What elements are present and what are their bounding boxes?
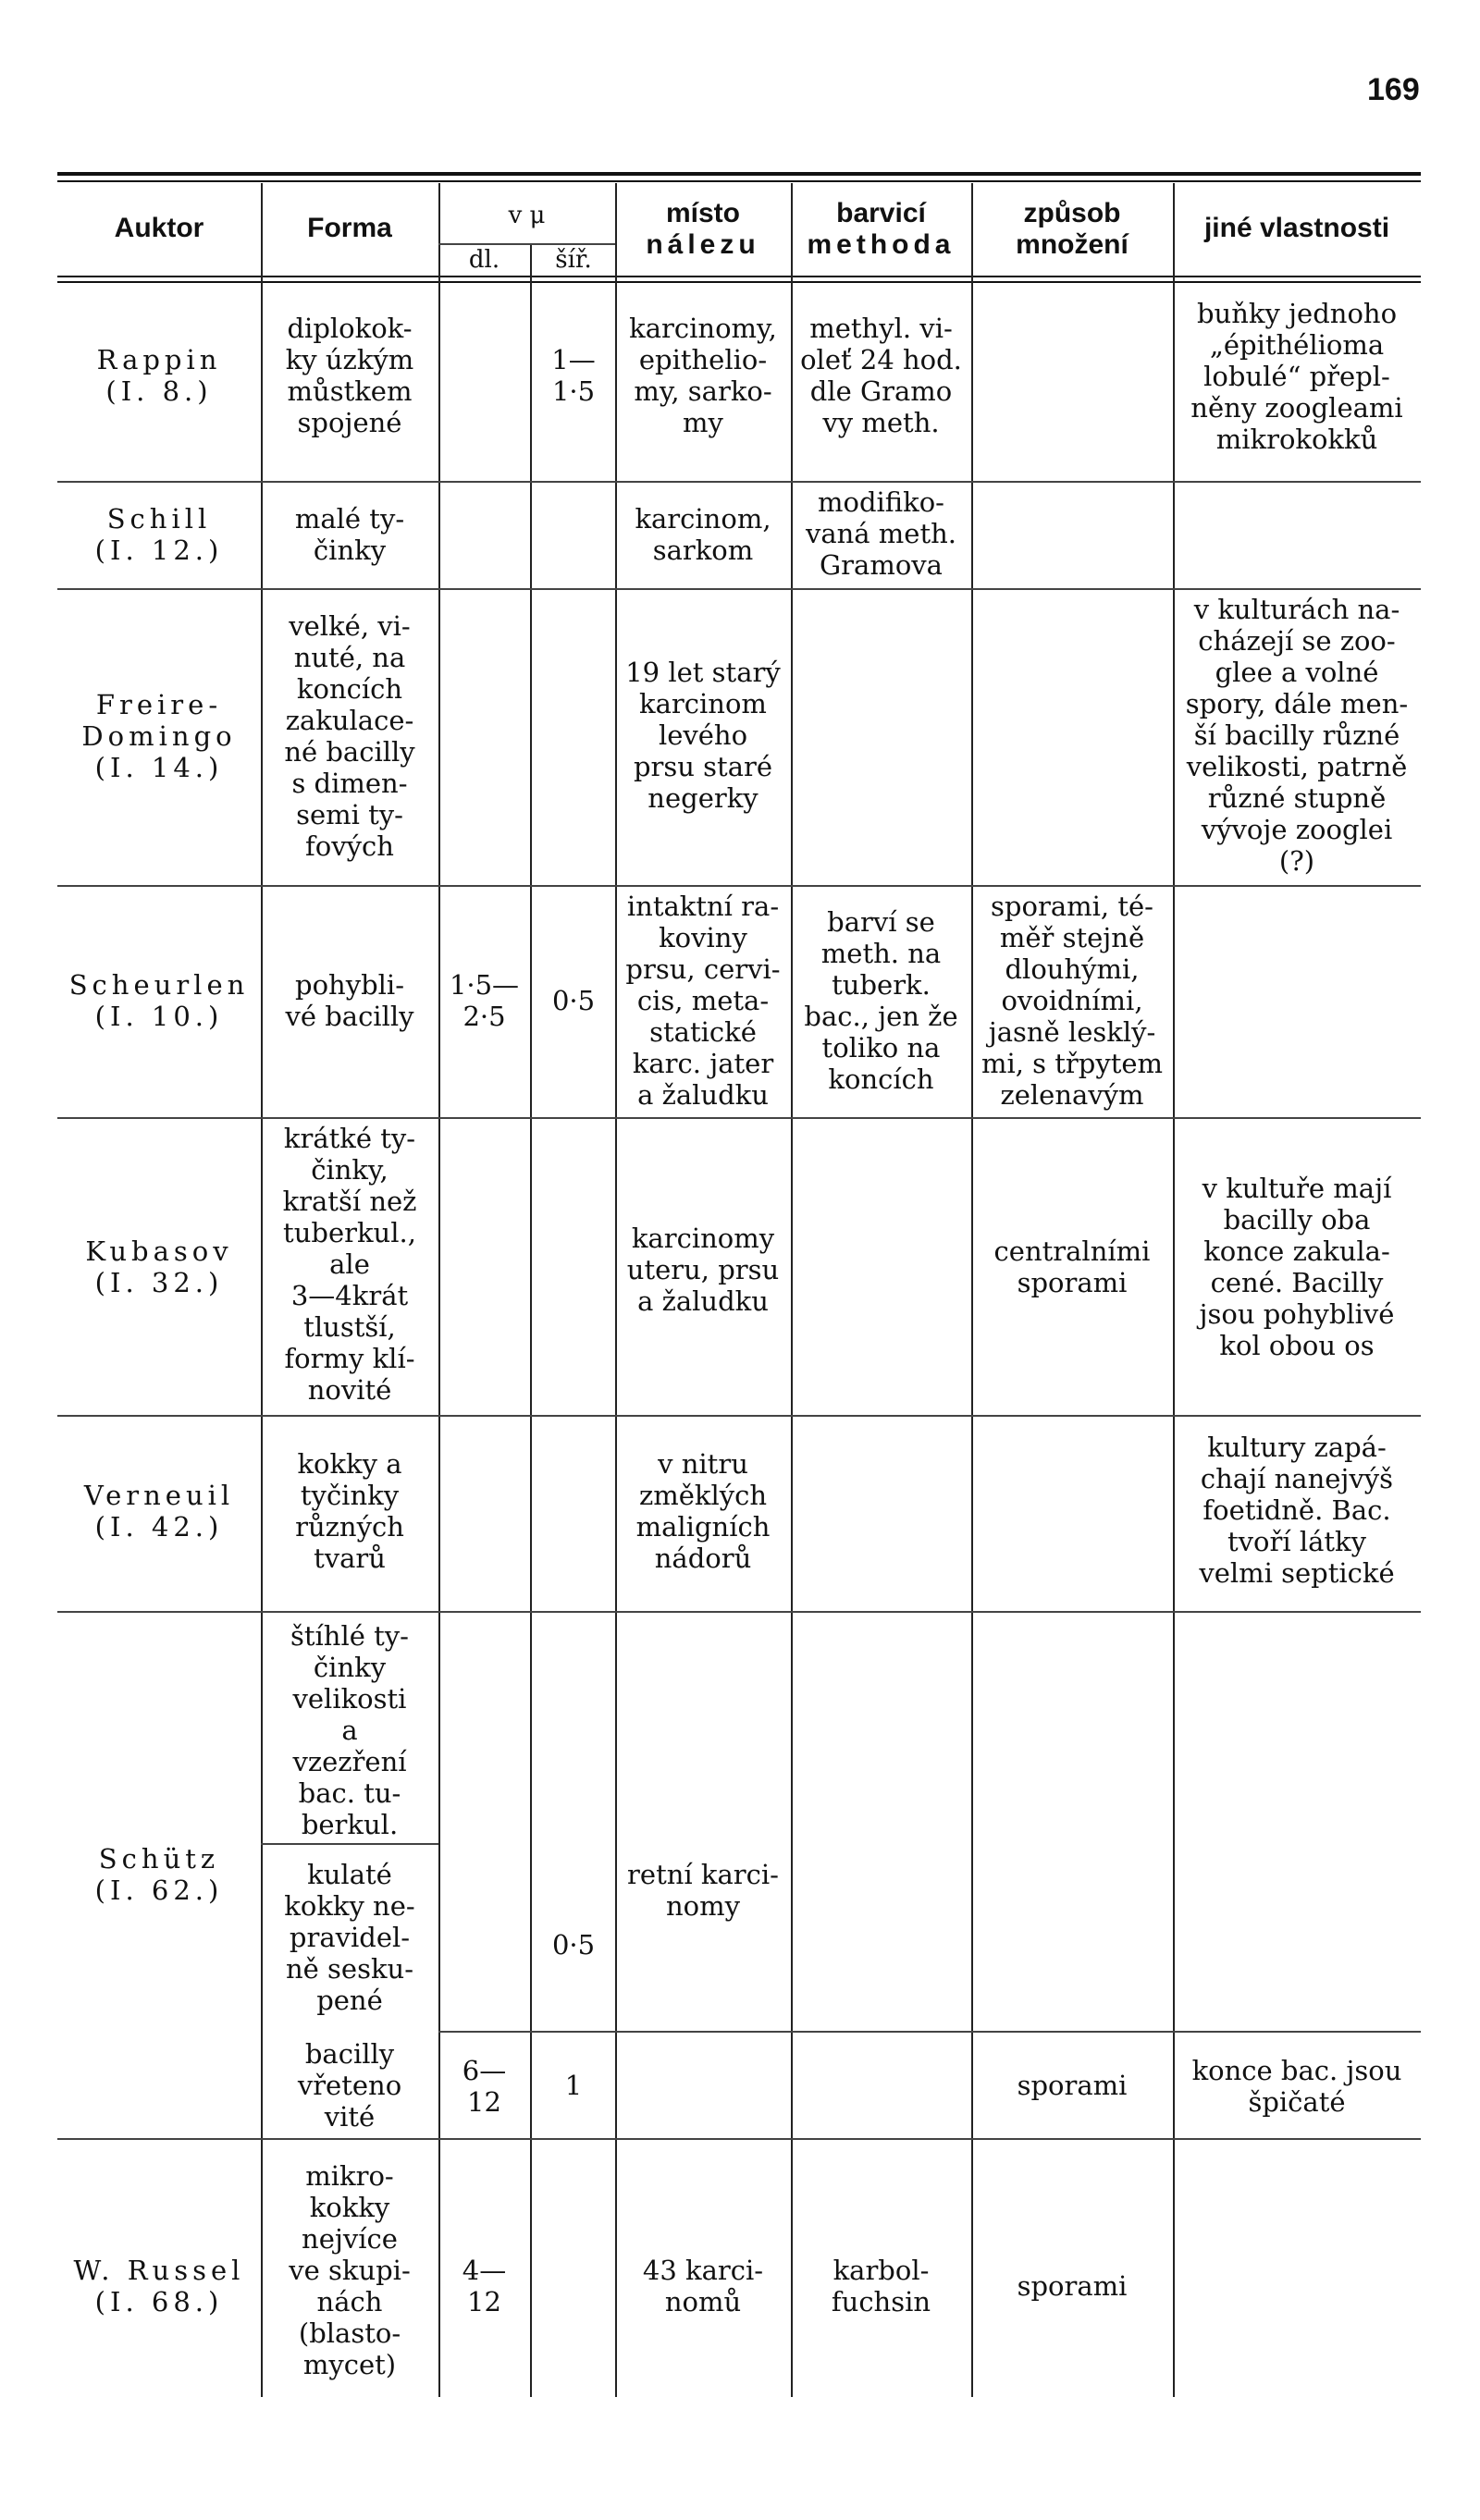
- cell-sir: 0·5: [551, 985, 596, 1016]
- row-separator: [57, 1415, 1421, 1417]
- row-separator: [57, 588, 1421, 590]
- cell-dl: 6— 12: [462, 2055, 507, 2118]
- cell-forma: velké, vi- nuté, na koncích zakulace- né bacilly s dimen- semi ty- fových: [284, 610, 415, 862]
- cell-sir: 1— 1·5: [551, 344, 596, 407]
- cell-forma: diplokok- ky úzkým můstkem spojené: [285, 313, 414, 438]
- cell-sir: 1: [564, 2070, 583, 2101]
- page-number: 169: [1367, 72, 1420, 107]
- cell-auktor: Freire- Domingo (I. 14.): [81, 689, 237, 783]
- header-misto-1: místo: [665, 198, 740, 228]
- cell-misto: karcinomy, epithelio- my, sarko- my: [629, 313, 777, 438]
- header-barvici-2: methoda: [807, 229, 956, 260]
- cell-forma: kokky a tyčinky různých tvarů: [295, 1448, 404, 1574]
- cell-jine: buňky jednoho „épithélioma lobulé“ přepl- něny zoogleami mikrokokků: [1190, 298, 1403, 455]
- header-dl: dl.: [468, 246, 500, 274]
- cell-misto: intaktní ra- koviny prsu, cervi- cis, meta- statické karc. jater a žaludku: [625, 891, 781, 1111]
- cell-zpusob: sporami, té- měř stejně dlouhými, ovoidními, jasně lesklý- mi, s třpytem zelenavým: [980, 891, 1164, 1111]
- header-misto-2: nálezu: [646, 229, 760, 260]
- cell-dl: 1·5— 2·5: [449, 969, 520, 1032]
- cell-forma-b: kulaté kokky ne- pravidel- ně sesku- pené: [284, 1859, 415, 2016]
- cell-jine: konce bac. jsou špičaté: [1191, 2055, 1402, 2118]
- top-rule-thick: [57, 172, 1421, 176]
- cell-barvici: modifiko- vaná meth. Gramova: [805, 486, 957, 581]
- header-sir: šíř.: [555, 246, 592, 274]
- header-jine: jiné vlastnosti: [1203, 213, 1390, 243]
- header-barvici-1: barvicí: [836, 198, 926, 228]
- cell-forma-c: bacilly vřeteno vité: [297, 2038, 402, 2133]
- cell-auktor: Schill (I. 12.): [94, 503, 224, 566]
- sub-row-separator: [438, 2031, 1421, 2033]
- row-separator: [57, 2138, 1421, 2140]
- row-separator: [57, 1611, 1421, 1613]
- cell-jine: kultury zapá- chají nanejvýš foetidně. Bac. tvoří látky velmi septické: [1199, 1432, 1395, 1589]
- cell-barvici: karbol- fuchsin: [831, 2255, 931, 2317]
- cell-forma: mikro- kokky nejvíce ve skupi- nách (blasto- mycet): [289, 2160, 411, 2380]
- cell-forma: krátké ty- činky, kratší než tuberkul., ale 3—4krát tlustší, formy klí- novité: [282, 1123, 417, 1406]
- cell-misto: karcinom, sarkom: [635, 503, 771, 566]
- header-zpusob-2: množení: [1016, 229, 1128, 260]
- cell-auktor: W. Russel (I. 68.): [73, 2255, 245, 2317]
- top-rule-thin: [57, 180, 1421, 182]
- cell-barvici: methyl. vi- oleť 24 hod. dle Gramo vy meth.: [800, 313, 962, 438]
- cell-misto: karcinomy uteru, prsu a žaludku: [626, 1223, 780, 1317]
- sub-row-separator: [261, 1843, 438, 1845]
- v-mu-divider: [438, 243, 615, 245]
- row-separator: [57, 885, 1421, 887]
- cell-auktor: Scheurlen (I. 10.): [68, 969, 250, 1032]
- cell-auktor: Verneuil (I. 42.): [83, 1480, 235, 1543]
- cell-zpusob: sporami: [1017, 2070, 1128, 2101]
- cell-misto: 19 let starý karcinom levého prsu staré negerky: [625, 657, 781, 814]
- cell-forma: pohybli- vé bacilly: [285, 969, 414, 1032]
- cell-forma: malé ty- činky: [294, 503, 405, 566]
- cell-dl: 4— 12: [462, 2255, 507, 2317]
- cell-misto: v nitru změklých maligních nádorů: [635, 1448, 771, 1574]
- header-forma: Forma: [307, 213, 392, 243]
- header-zpusob-1: způsob: [1023, 198, 1121, 228]
- row-separator: [57, 1117, 1421, 1119]
- cell-forma-a: štíhlé ty- činky velikosti a vzezření bac. tu- berkul.: [290, 1620, 409, 1840]
- cell-misto: 43 karci- nomů: [642, 2255, 764, 2317]
- cell-zpusob: sporami: [1017, 2270, 1128, 2302]
- cell-jine: v kultuře mají bacilly oba konce zakula- cené. Bacilly jsou pohyblivé kol obou os: [1199, 1173, 1395, 1361]
- cell-auktor: Kubasov (I. 32.): [85, 1235, 233, 1298]
- cell-barvici: barví se meth. na tuberk. bac., jen že toliko na koncích: [804, 906, 958, 1095]
- cell-auktor: Rappin (I. 8.): [96, 344, 222, 407]
- cell-misto: retní karci- nomy: [627, 1859, 779, 1922]
- header-auktor: Auktor: [114, 213, 204, 243]
- cell-jine: v kulturách na- cházejí se zoo- glee a volné spory, dále men- ší bacilly různé velikosti, patrně různé stupně vývoje zooglei (?): [1185, 594, 1409, 877]
- cell-sir: 0·5: [551, 1929, 596, 1961]
- cell-auktor: Schütz (I. 62.): [94, 1843, 224, 1906]
- row-separator: [57, 481, 1421, 483]
- cell-zpusob: centralními sporami: [993, 1235, 1151, 1298]
- header-v-mu: v μ: [508, 202, 546, 229]
